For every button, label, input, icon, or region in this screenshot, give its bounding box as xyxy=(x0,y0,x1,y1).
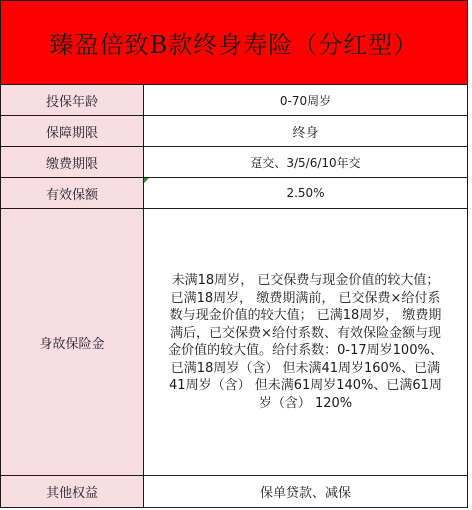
table-row-coverage-period xyxy=(1,116,467,147)
value-insured-age: 0-70周岁 xyxy=(279,93,332,108)
table-row-payment-period xyxy=(1,147,467,178)
value-death-benefit xyxy=(144,209,467,475)
death-benefit-description: 未满18周岁， 已交保费与现金价值的较大值； 已满18周岁， 缴费期满前， 已交保费×给付系数与现金价值的较大值； 已满18周岁， 缴费期满后，已交保费×给付系数、有效保险金额与现金价值的较大值。给付系数：0-17周岁100%、已满18周岁（含） 但未满41周岁160%、已满41周岁（含） 但未满61周岁140%、已满61周岁（含） 120% xyxy=(168,273,443,411)
label-death-benefit: 身故保险金 xyxy=(1,209,144,475)
label-effective-sum: 有效保额 xyxy=(1,178,144,208)
table-row-other-rights xyxy=(1,476,467,507)
comment-marker-icon xyxy=(144,178,149,183)
label-other-rights: 其他权益 xyxy=(1,476,144,507)
value-coverage-period: 终身 xyxy=(292,125,319,141)
value-effective-sum-text: 2.50% xyxy=(286,186,325,200)
label-coverage-period: 保障期限 xyxy=(1,116,144,146)
table-row-age xyxy=(1,85,467,116)
value-payment-period: 趸交、3/5/6/10年交 xyxy=(250,155,361,170)
title-bar xyxy=(1,1,467,85)
label-insured-age: 投保年龄 xyxy=(1,85,144,115)
table-row-effective-sum xyxy=(1,178,467,209)
product-title: 臻盈倍致B款终身寿险（分红型） xyxy=(49,31,419,59)
table-row-death-benefit xyxy=(1,209,467,476)
value-other-rights: 保单贷款、减保 xyxy=(259,486,351,501)
label-payment-period: 缴费期限 xyxy=(1,147,144,177)
value-effective-sum xyxy=(144,178,467,208)
